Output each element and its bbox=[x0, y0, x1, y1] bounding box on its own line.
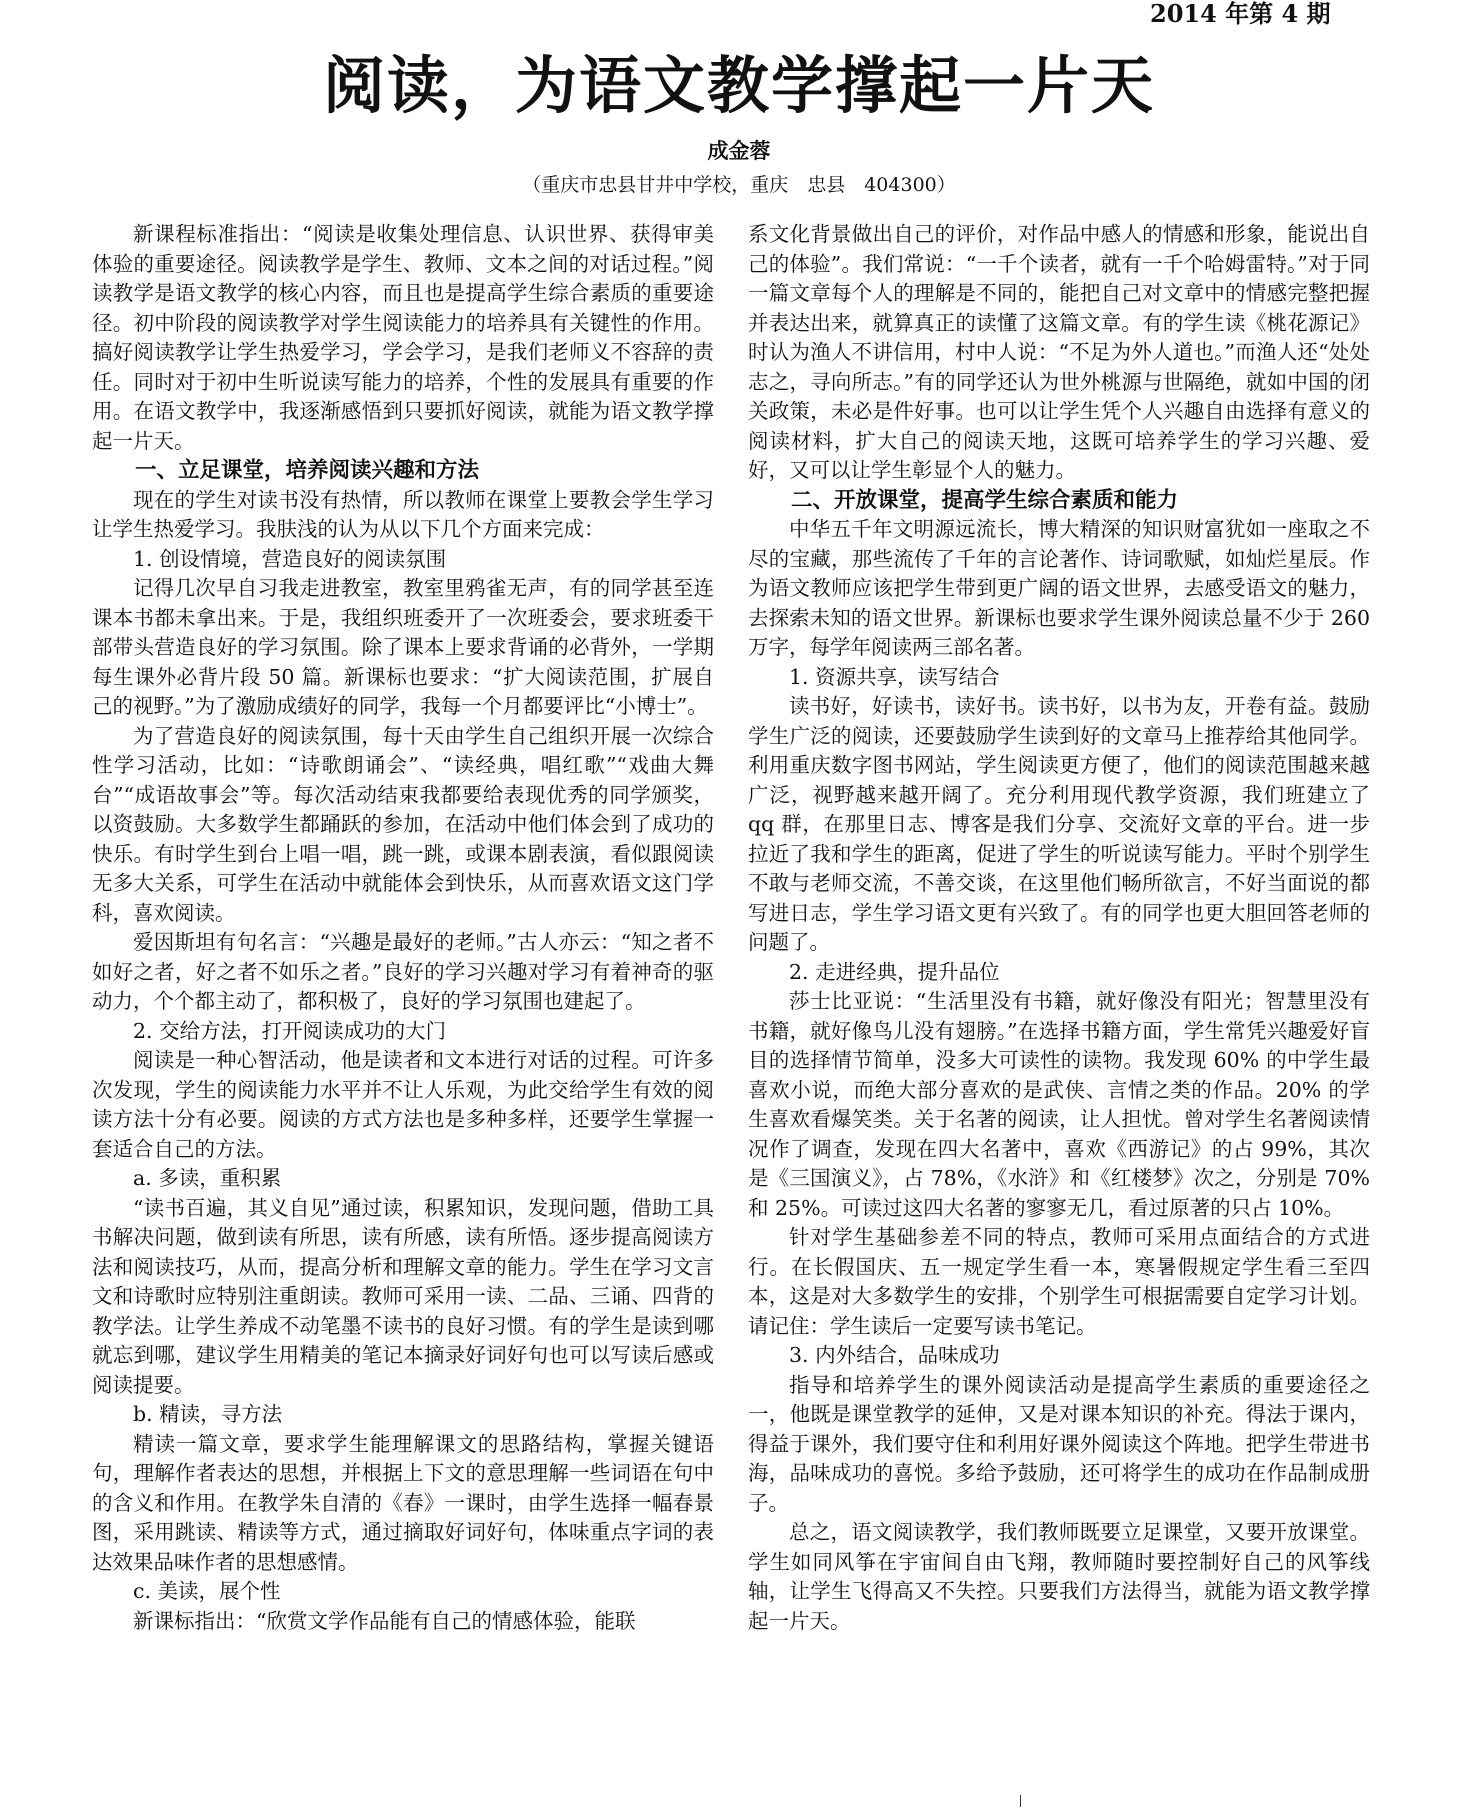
subsection-heading: b. 精读，寻方法 bbox=[133, 1402, 283, 1426]
paragraph: 为了营造良好的阅读氛围，每十天由学生自己组织开展一次综合性学习活动，比如：“诗歌朗诵会”、“读经典，唱红歌”“戏曲大舞台”“成语故事会”等。每次活动结束我都要给表现优秀的同学颁奖，以资鼓励。大多数学生都踊跃的参加，在活动中他们体会到了成功的快乐。有时学生到台上唱一唱，跳一跳，或课本剧表演，看似跟阅读无多大关系，可学生在活动中就能体会到快乐，从而喜欢语文这门学科，喜欢阅读。 bbox=[92, 723, 714, 925]
subsection-heading: 1. 创设情境，营造良好的阅读氛围 bbox=[133, 546, 447, 571]
paragraph: 读书好，好读书，读好书。读书好，以书为友，开卷有益。鼓励学生广泛的阅读，还要鼓励学生读到好的文章马上推荐给其他同学。利用重庆数字图书网站，学生阅读更方便了，他们的阅读范围越来越广泛，视野越来越开阔了。充分利用现代教学资源，我们班建立了 qq 群，在那里日志、博客是我们分享、交流好文章的平台。进一步拉近了我和学生的距离，促进了学生的听说读写能力。平时个别学生不敢与老师交流，不善交谈，在这里他们畅所欲言，不好当面说的都写进日志，学生学习语文更有兴致了。有的同学也更大胆回答老师的问题了。 bbox=[748, 694, 1370, 954]
section-heading: 二、开放课堂，提高学生综合素质和能力 bbox=[791, 487, 1179, 513]
paragraph: 新课标指出：“欣赏文学作品能有自己的情感体验，能联 bbox=[133, 1608, 636, 1633]
paragraph: 指导和培养学生的课外阅读活动是提高学生素质的重要途径之一，他既是课堂教学的延伸，又是对课本知识的补充。得法于课内，得益于课外，我们要守住和利用好课外阅读这个阵地。把学生带进书海，品味成功的喜悦。多给予鼓励，还可将学生的成功在作品制成册子。 bbox=[748, 1372, 1370, 1515]
paragraph: “读书百遍，其义自见”通过读，积累知识，发现问题，借助工具书解决问题，做到读有所思，读有所感，读有所悟。逐步提高阅读方法和阅读技巧，从而，提高分析和理解文章的能力。学生在学习文言文和诗歌时应特别注重朗读。教师可采用一读、二品、三诵、四背的教学法。让学生养成不动笔墨不读书的良好习惯。有的学生是读到哪就忘到哪，建议学生用精美的笔记本摘录好词好句也可以写读后感或阅读提要。 bbox=[92, 1195, 714, 1397]
subsection-heading: 3. 内外结合，品味成功 bbox=[789, 1343, 1000, 1367]
paragraph: 现在的学生对读书没有热情，所以教师在课堂上要教会学生学习让学生热爱学习。我肤浅的认为从以下几个方面来完成： bbox=[92, 487, 714, 541]
subsection-heading: c. 美读，展个性 bbox=[133, 1579, 281, 1603]
subsection-heading: a. 多读，重积累 bbox=[133, 1166, 282, 1190]
paragraph: 阅读是一种心智活动，他是读者和文本进行对话的过程。可许多次发现，学生的阅读能力水平并不让人乐观，为此交给学生有效的阅读方法十分有必要。阅读的方式方法也是多种多样，还要学生掌握一套适合自己的方法。 bbox=[92, 1048, 714, 1161]
left-column bbox=[92, 220, 714, 1800]
author-affiliation: （重庆市忠县甘井中学校，重庆 忠县 404300） bbox=[522, 174, 956, 196]
paragraph: 爱因斯坦有句名言：“兴趣是最好的老师。”古人亦云：“知之者不如好之者，好之者不如乐之者。”良好的学习兴趣对学习有着神奇的驱动力，个个都主动了，都积极了，良好的学习氛围也建起了。 bbox=[92, 930, 714, 1013]
right-column bbox=[748, 220, 1370, 1800]
paragraph: 精读一篇文章，要求学生能理解课文的思路结构，掌握关键语句，理解作者表达的思想，并根据上下文的意思理解一些词语在句中的含义和作用。在教学朱自清的《春》一课时，由学生选择一幅春景图，采用跳读、精读等方式，通过摘取好词好句，体味重点字词的表达效果品味作者的思想感情。 bbox=[92, 1431, 714, 1574]
paragraph: 中华五千年文明源远流长，博大精深的知识财富犹如一座取之不尽的宝藏，那些流传了千年的言论著作、诗词歌赋，如灿烂星辰。作为语文教师应该把学生带到更广阔的语文世界，去感受语文的魅力，去探索未知的语文世界。新课标也要求学生课外阅读总量不少于 260 万字，每学年阅读两三部名著。 bbox=[748, 517, 1370, 659]
paragraph-continued: 系文化背景做出自己的评价，对作品中感人的情感和形象，能说出自己的体验”。我们常说：“一千个读者，就有一千个哈姆雷特。”对于同一篇文章每个人的理解是不同的，能把自己对文章中的情感完整把握并表达出来，就算真正的读懂了这篇文章。有的学生读《桃花源记》时认为渔人不讲信用，村中人说：“不足为外人道也。”而渔人还“处处志之，寻向所志。”有的同学还认为世外桃源与世隔绝，就如中国的闭关政策，未必是件好事。也可以让学生凭个人兴趣自由选择有意义的阅读材料，扩大自己的阅读天地，这既可培养学生的学习兴趣、爱好，又可以让学生彰显个人的魅力。 bbox=[748, 222, 1370, 482]
subsection-heading: 2. 走进经典，提升品位 bbox=[789, 959, 1000, 984]
section-heading: 一、立足课堂，培养阅读兴趣和方法 bbox=[135, 458, 480, 483]
paragraph: 总之，语文阅读教学，我们教师既要立足课堂，又要开放课堂。学生如同风筝在宇宙间自由飞翔，教师随时要控制好自己的风筝线轴，让学生飞得高又不失控。只要我们方法得当，就能为语文教学撑起一片天。 bbox=[748, 1520, 1370, 1633]
author-name: 成金蓉 bbox=[707, 138, 771, 163]
subsection-heading: 1. 资源共享，读写结合 bbox=[789, 664, 1000, 689]
paragraph: 新课程标准指出：“阅读是收集处理信息、认识世界、获得审美体验的重要途径。阅读教学是学生、教师、文本之间的对话过程。”阅读教学是语文教学的核心内容，而且也是提高学生综合素质的重要途径。初中阶段的阅读教学对学生阅读能力的培养具有关键性的作用。搞好阅读教学让学生热爱学习，学会学习，是我们老师义不容辞的责任。同时对于初中生听说读写能力的培养，个性的发展具有重要的作用。在语文教学中，我逐渐感悟到只要抓好阅读，就能为语文教学撑起一片天。 bbox=[92, 222, 714, 453]
paragraph: 记得几次早自习我走进教室，教室里鸦雀无声，有的同学甚至连课本书都未拿出来。于是，我组织班委开了一次班委会，要求班委干部带头营造良好的学习氛围。除了课本上要求背诵的必背外，一学期每生课外必背片段 50 篇。新课标也要求：“扩大阅读范围，扩展自己的视野。”为了激励成绩好的同学，我每一个月都要评比“小博士”。 bbox=[92, 576, 714, 718]
subsection-heading: 2. 交给方法，打开阅读成功的大门 bbox=[133, 1018, 447, 1043]
article-title: 阅读，为语文教学撑起一片天 bbox=[322, 49, 1155, 122]
paragraph: 针对学生基础参差不同的特点，教师可采用点面结合的方式进行。在长假国庆、五一规定学生看一本，寒暑假规定学生看三至四本，这是对大多数学生的安排，个别学生可根据需要自定学习计划。请记住：学生读后一定要写读书笔记。 bbox=[748, 1225, 1370, 1338]
issue-number: 2014 年第 4 期 bbox=[1150, 0, 1331, 28]
page-tick-mark bbox=[1020, 1795, 1021, 1807]
paragraph: 莎士比亚说：“生活里没有书籍，就好像没有阳光；智慧里没有书籍，就好像鸟儿没有翅膀。”在选择书籍方面，学生常凭兴趣爱好盲目的选择情节简单，没多大可读性的读物。我发现 60% 的中学生最喜欢小说，而绝大部分喜欢的是武侠、言情之类的作品。20% 的学生喜欢看爆笑类。关于名著的阅读，让人担忧。曾对学生名著阅读情况作了调查，发现在四大名著中，喜欢《西游记》的占 99%，其次是《三国演义》，占 78%，《水浒》和《红楼梦》次之，分别是 70% 和 25%。可读过这四大名著的寥寥无几，看过原著的只占 10%。 bbox=[748, 989, 1370, 1220]
